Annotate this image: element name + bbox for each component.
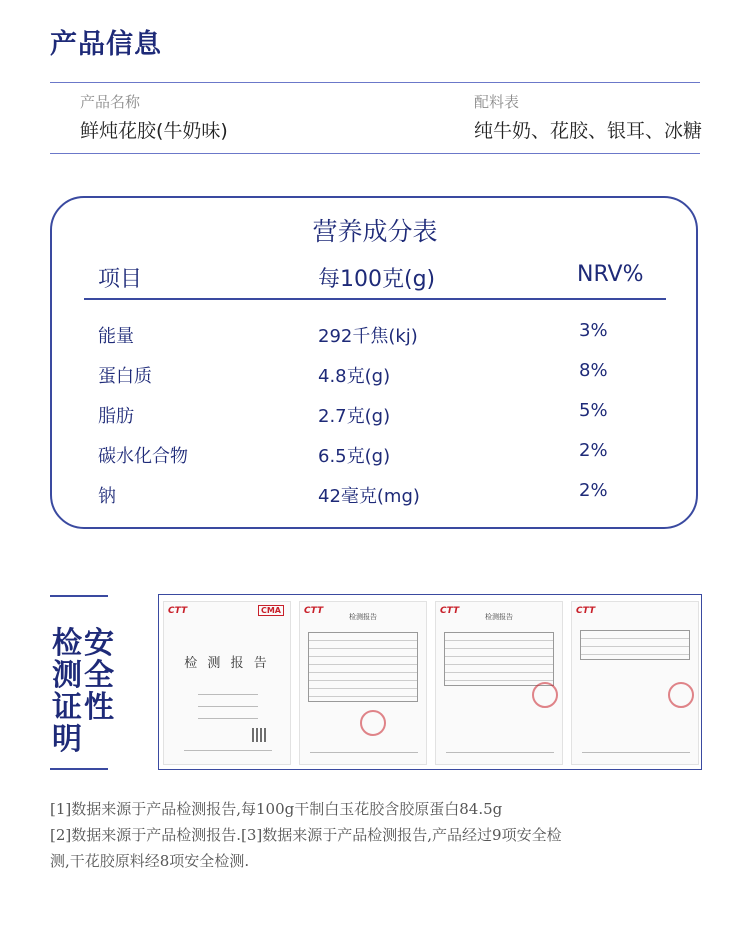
nutrition-header-nrv: NRV%: [577, 262, 644, 287]
nutrition-row-value: 2.7克(g): [318, 406, 391, 427]
divider: [50, 153, 700, 154]
nutrition-row-nrv: 5%: [579, 400, 608, 421]
nutrition-row-value: 42毫克(mg): [318, 486, 420, 507]
report-table: [444, 632, 554, 686]
nutrition-row-value: 6.5克(g): [318, 446, 391, 467]
section-title: 产品信息: [50, 29, 162, 60]
nutrition-row-item: 碳水化合物: [98, 446, 188, 467]
cma-badge: CMA: [258, 605, 284, 616]
nutrition-row-nrv: 3%: [579, 320, 608, 341]
red-seal-icon: [360, 710, 386, 736]
product-name-value: 鲜炖花胶(牛奶味): [80, 120, 228, 142]
test-report-panel: [158, 594, 702, 770]
divider: [50, 595, 108, 597]
nutrition-row-nrv: 2%: [579, 480, 608, 501]
report-heading: 检测报告: [349, 613, 377, 621]
nutrition-header-rule: [84, 298, 666, 300]
ingredients-value: 纯牛奶、花胶、银耳、冰糖: [474, 120, 703, 142]
test-report-page[interactable]: [299, 601, 427, 765]
nutrition-row-item: 蛋白质: [98, 366, 152, 387]
ctt-logo: CTT: [304, 606, 324, 616]
report-heading: 检测报告: [485, 613, 513, 621]
red-seal-icon: [532, 682, 558, 708]
ctt-logo: CTT: [168, 606, 188, 616]
product-name-label: 产品名称: [80, 93, 141, 111]
nutrition-row-nrv: 8%: [579, 360, 608, 381]
nutrition-row-item: 脂肪: [98, 406, 134, 427]
test-report-page[interactable]: [571, 601, 699, 765]
qr-code-icon: [252, 728, 266, 742]
footnote-1: [1]数据来源于产品检测报告,每100g干制白玉花胶含胶原蛋白84.5g: [50, 800, 503, 818]
nutrition-row-value: 292千焦(kj): [318, 326, 418, 347]
report-table: [308, 632, 418, 702]
nutrition-title: 营养成分表: [312, 217, 438, 246]
nutrition-row-value: 4.8克(g): [318, 366, 391, 387]
footnote-2: [2]数据来源于产品检测报告.[3]数据来源于产品检测报告,产品经过9项安全检: [50, 826, 562, 844]
divider: [50, 82, 700, 83]
nutrition-header-per100g: 每100克(g): [318, 267, 436, 292]
nutrition-row-nrv: 2%: [579, 440, 608, 461]
test-report-page[interactable]: [435, 601, 563, 765]
ctt-logo: CTT: [440, 606, 460, 616]
red-seal-icon: [668, 682, 694, 708]
test-report-cover[interactable]: [163, 601, 291, 765]
safety-title-col1: 检 测 证 明: [52, 626, 82, 757]
safety-title-col2: 安 全 性: [84, 626, 114, 725]
nutrition-row-item: 能量: [98, 326, 134, 347]
ctt-logo: CTT: [576, 606, 596, 616]
divider: [50, 768, 108, 770]
report-title: 检 测 报 告: [184, 656, 270, 671]
report-table: [580, 630, 690, 660]
nutrition-header-item: 项目: [98, 267, 143, 292]
ingredients-label: 配料表: [474, 93, 520, 111]
nutrition-row-item: 钠: [98, 486, 116, 507]
footnote-3: 测,干花胶原料经8项安全检测.: [50, 852, 250, 870]
